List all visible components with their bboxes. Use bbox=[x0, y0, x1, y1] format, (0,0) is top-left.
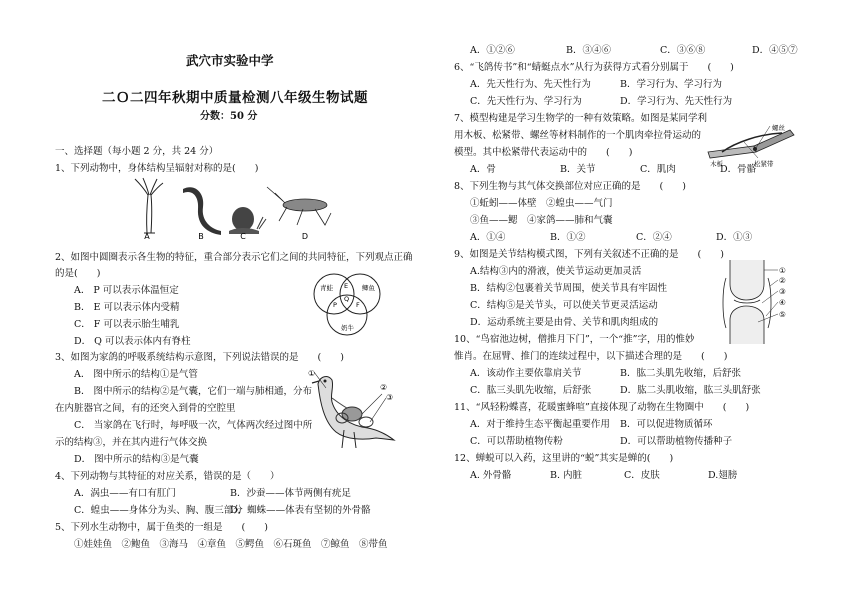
earthworm-figure bbox=[183, 187, 221, 235]
q4-stem: 4、下列动物与其特征的对应关系，错误的是（ ） bbox=[55, 471, 280, 482]
joint-label-1: ① bbox=[779, 266, 786, 275]
pigeon-label-1: ① bbox=[308, 369, 316, 378]
q11-option-c[interactable]: C．可以帮助植物传粉 bbox=[470, 436, 563, 447]
q2-option-d[interactable]: D． Q 可以表示体内有脊柱 bbox=[74, 336, 191, 347]
q5-option-d[interactable]: D．④⑤⑦ bbox=[752, 45, 798, 56]
q4-option-b[interactable]: B．沙蚕——体节两侧有疣足 bbox=[230, 488, 351, 499]
q5-option-b[interactable]: B．③④⑥ bbox=[566, 45, 611, 56]
q5-option-c[interactable]: C．③⑥⑧ bbox=[660, 45, 706, 56]
q1-label-c: C bbox=[240, 232, 246, 241]
q3-option-a[interactable]: A． 图中所示的结构①是气管 bbox=[74, 369, 198, 380]
q9-stem: 9、如图是关节结构模式图，下列有关叙述不正确的是 ( ) bbox=[454, 249, 724, 260]
q7-stem-line3: 模型。其中松紧带代表运动中的 ( ) bbox=[454, 147, 633, 158]
q3-option-c-line2: 示的结构③，并在其内进行气体交换 bbox=[55, 437, 208, 448]
q12-option-a[interactable]: A. 外骨骼 bbox=[470, 470, 512, 481]
q1-label-b: B bbox=[198, 232, 204, 241]
venn-frog-label: 青蛙 bbox=[320, 284, 333, 292]
q6-option-d[interactable]: D．学习行为、先天性行为 bbox=[620, 96, 733, 107]
q8-pairs-line2: ③鱼——鳃 ④家鸽——肺和气囊 bbox=[470, 215, 613, 226]
venn-f-label: F bbox=[356, 301, 360, 309]
q2-option-c[interactable]: C． F 可以表示胎生哺乳 bbox=[74, 319, 180, 330]
q10-option-d[interactable]: D．肱二头肌收缩，肱三头肌舒张 bbox=[620, 385, 761, 396]
q8-stem: 8、下列生物与其气体交换部位对应正确的是 ( ) bbox=[454, 181, 686, 192]
q8-option-d[interactable]: D．①③ bbox=[716, 232, 753, 243]
pigeon-respiratory-figure bbox=[306, 368, 398, 452]
grasshopper-figure bbox=[267, 187, 331, 225]
q10-stem-line2: 惟肖。在屈臂、推门的连续过程中，以下描述合理的是 ( ) bbox=[454, 351, 728, 362]
joint-structure-figure bbox=[722, 260, 790, 346]
q1-label-d: D bbox=[301, 232, 309, 241]
q2-option-a[interactable]: A． P 可以表示体温恒定 bbox=[74, 285, 179, 296]
q4-option-c[interactable]: C．蝗虫——身体分为头、胸、腹三部分 bbox=[74, 505, 243, 516]
q10-option-a[interactable]: A．该动作主要依靠肩关节 bbox=[470, 368, 582, 379]
q10-option-c[interactable]: C．肱三头肌先收缩，后舒张 bbox=[470, 385, 592, 396]
q3-option-b-line2: 在内脏器官之间，有的还突入到骨的空腔里 bbox=[55, 403, 236, 414]
q9-option-c[interactable]: C．结构⑤是关节头，可以使关节更灵活运动 bbox=[470, 300, 658, 311]
q7-option-c[interactable]: C．肌肉 bbox=[640, 164, 676, 175]
school-name: 武穴市实验中学 bbox=[186, 53, 274, 68]
q6-option-c[interactable]: C．先天性行为、学习行为 bbox=[470, 96, 582, 107]
hydra-figure bbox=[135, 178, 163, 233]
q8-option-c[interactable]: C．②④ bbox=[636, 232, 672, 243]
q5-stem: 5、下列水生动物中，属于鱼类的一组是 ( ) bbox=[55, 522, 268, 533]
q3-option-b-line1[interactable]: B． 图中所示的结构②是气囊，它们一端与肺相通，分布 bbox=[74, 386, 313, 397]
muscle-model-screw-label: 螺丝 bbox=[772, 124, 785, 132]
q7-stem-line2: 用木板、松紧带、螺丝等材料制作的一个肌肉牵拉骨运动的 bbox=[454, 130, 702, 141]
q7-option-b[interactable]: B．关节 bbox=[560, 164, 596, 175]
venn-q-label: Q bbox=[344, 295, 350, 303]
q8-option-b[interactable]: B．①② bbox=[550, 232, 586, 243]
q1-label-a: A bbox=[144, 232, 150, 241]
muscle-model-band-label: 松紧带 bbox=[754, 160, 774, 168]
q7-option-d[interactable]: D．骨骼 bbox=[720, 164, 757, 175]
q2-stem-line2: 的是( ) bbox=[55, 268, 101, 279]
muscle-model-figure bbox=[704, 122, 800, 168]
q3-stem: 3、如图为家鸽的呼吸系统结构示意图，下列说法错误的是 ( ) bbox=[55, 352, 344, 363]
q6-option-b[interactable]: B．学习行为、学习行为 bbox=[620, 79, 722, 90]
q12-option-b[interactable]: B. 内脏 bbox=[550, 470, 583, 481]
joint-label-2: ② bbox=[779, 276, 786, 285]
q10-option-b[interactable]: B．肱二头肌先收缩，后舒张 bbox=[620, 368, 741, 379]
q6-stem: 6、“飞鸽传书”和“蜻蜓点水”从行为获得方式看分别属于 ( ) bbox=[454, 62, 734, 73]
q11-option-d[interactable]: D．可以帮助植物传播种子 bbox=[620, 436, 733, 447]
q9-option-b[interactable]: B．结构②包裹着关节周围，使关节具有牢固性 bbox=[470, 283, 667, 294]
q1-stem: 1、下列动物中，身体结构呈辐射对称的是( ) bbox=[55, 163, 259, 174]
joint-label-5: ⑤ bbox=[779, 310, 786, 319]
q9-option-a[interactable]: A.结构③内的滑液，使关节运动更加灵活 bbox=[470, 266, 642, 277]
q5-items: ①娃娃鱼 ②鲍鱼 ③海马 ④章鱼 ⑤鳄鱼 ⑥石斑鱼 ⑦鲸鱼 ⑧带鱼 bbox=[74, 539, 388, 550]
q12-option-c[interactable]: C．皮肤 bbox=[624, 470, 660, 481]
joint-label-3: ③ bbox=[779, 287, 786, 296]
venn-diagram bbox=[306, 268, 390, 342]
q7-stem-line1: 7、模型构建是学习生物学的一种有效策略。如图是某同学利 bbox=[454, 113, 708, 124]
q2-stem-line1: 2、如图中圆圈表示各生物的特征，重合部分表示它们之间的共同特征，下列观点正确 bbox=[55, 252, 413, 263]
q3-option-c-line1[interactable]: C． 当家鸽在飞行时，每呼吸一次，气体两次经过图中所 bbox=[74, 420, 313, 431]
q12-stem: 12、蝉蜕可以入药，这里讲的“蜕”其实是蝉的( ) bbox=[454, 453, 674, 464]
q9-option-d[interactable]: D．运动系统主要是由骨、关节和肌肉组成的 bbox=[470, 317, 659, 328]
muscle-model-board-label: 木板 bbox=[710, 160, 723, 168]
q10-stem-line1: 10、“鸟宿池边树，僧推月下门”，一个“推”字，用的惟妙 bbox=[454, 334, 695, 345]
exam-title: 二Ｏ二四年秋期中质量检测八年级生物试题 bbox=[102, 90, 368, 106]
q11-stem: 11、“风轻粉蝶喜，花暖蜜蜂喧”直接体现了动物在生物圈中 ( ) bbox=[454, 402, 750, 413]
venn-e-label: E bbox=[344, 282, 349, 290]
q4-option-a[interactable]: A．涡虫——有口有肛门 bbox=[74, 488, 176, 499]
joint-label-4: ④ bbox=[779, 298, 786, 307]
q11-option-b[interactable]: B．可以促进物质循环 bbox=[620, 419, 713, 430]
section-heading: 一、选择题（每小题 2 分，共 24 分） bbox=[55, 146, 219, 157]
q3-option-d[interactable]: D． 图中所示的结构③是气囊 bbox=[74, 454, 199, 465]
q11-option-a[interactable]: A．对于维持生态平衡起重要作用 bbox=[470, 419, 610, 430]
q7-option-a[interactable]: A．骨 bbox=[470, 164, 496, 175]
q4-option-d[interactable]: D．蜘蛛——体表有坚韧的外骨骼 bbox=[230, 505, 371, 516]
q5-option-a[interactable]: A．①②⑥ bbox=[470, 45, 515, 56]
q1-animals-figure bbox=[125, 177, 335, 241]
q8-pairs-line1: ①蚯蚓——体壁 ②蝗虫——气门 bbox=[470, 198, 613, 209]
score-line: 分数：50 分 bbox=[200, 111, 258, 122]
pigeon-label-3: ③ bbox=[386, 393, 394, 402]
venn-cow-label: 奶牛 bbox=[341, 324, 354, 332]
q12-option-d[interactable]: D.翅膀 bbox=[708, 470, 738, 481]
pigeon-label-2: ② bbox=[380, 383, 388, 392]
q6-option-a[interactable]: A．先天性行为、先天性行为 bbox=[470, 79, 591, 90]
snail-figure bbox=[229, 207, 266, 234]
venn-carp-label: 鲫鱼 bbox=[362, 284, 375, 292]
q8-option-a[interactable]: A．①④ bbox=[470, 232, 506, 243]
venn-p-label: P bbox=[333, 301, 337, 309]
q2-option-b[interactable]: B． E 可以表示体内受精 bbox=[74, 302, 180, 313]
